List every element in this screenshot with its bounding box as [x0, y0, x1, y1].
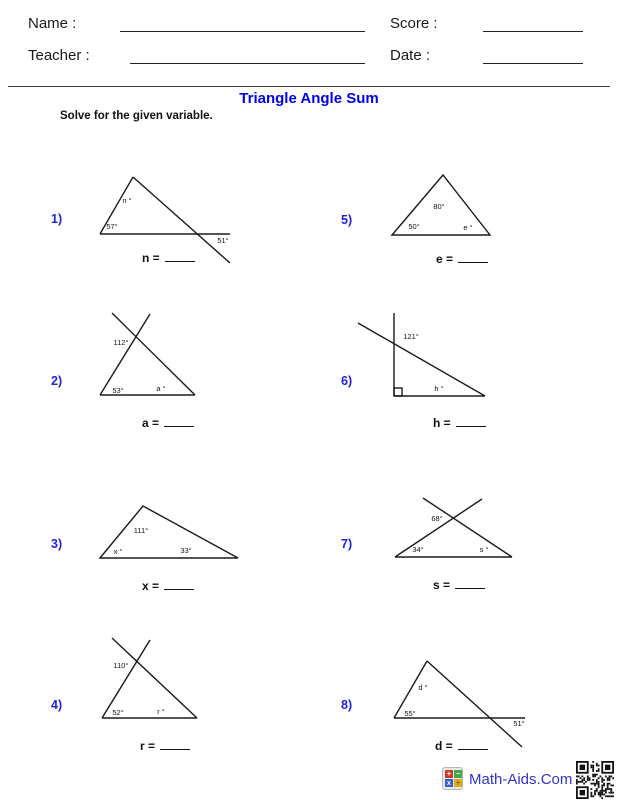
answer-blank — [455, 578, 485, 589]
triangle-diagram-5 — [380, 165, 510, 245]
problem-3-answer — [142, 579, 194, 593]
problem-8-answer — [435, 739, 488, 753]
triangle-diagram-8 — [388, 655, 530, 750]
angle-label: 51° — [217, 236, 229, 245]
problem-2-answer — [142, 416, 194, 430]
header-divider — [8, 86, 610, 87]
problem-2-number: 2) — [51, 374, 63, 388]
angle-label: h ° — [434, 384, 444, 393]
answer-label: a = — [142, 416, 160, 430]
problem-7-number: 7) — [341, 537, 353, 551]
qr-code — [576, 761, 614, 799]
triangle-diagram-2 — [95, 310, 210, 400]
answer-blank — [456, 416, 486, 427]
date-label: Date : — [390, 47, 431, 64]
divide-icon: ÷ — [454, 779, 462, 787]
problem-4-number: 4) — [51, 698, 63, 712]
plus-icon: + — [446, 770, 452, 778]
angle-label: 50° — [408, 222, 420, 231]
problem-7-answer — [433, 578, 485, 592]
angle-label: 80° — [433, 202, 445, 211]
problem-8-number: 8) — [341, 698, 353, 712]
page-title: Triangle Angle Sum — [239, 90, 379, 107]
angle-label: 111° — [133, 526, 149, 535]
answer-blank — [165, 251, 195, 262]
angle-label: n ° — [122, 196, 132, 205]
teacher-blank-line — [130, 50, 365, 64]
problem-6-number: 6) — [341, 374, 353, 388]
problem-6-answer — [433, 416, 486, 430]
brand-text: Math-Aids.Com — [469, 771, 573, 788]
score-label: Score : — [390, 15, 438, 32]
answer-label: n = — [142, 251, 160, 265]
instruction-text: Solve for the given variable. — [60, 110, 213, 122]
problem-4-answer — [140, 739, 190, 753]
angle-label: x ° — [113, 547, 123, 556]
name-label: Name : — [28, 15, 77, 32]
problem-3-number: 3) — [51, 537, 63, 551]
name-blank-line — [120, 18, 365, 32]
triangle-diagram-6 — [350, 308, 495, 400]
angle-label: a ° — [156, 384, 166, 393]
minus-icon: − — [455, 770, 461, 778]
score-blank-line — [483, 18, 583, 32]
answer-blank — [164, 416, 194, 427]
angle-label: e ° — [463, 223, 473, 232]
angle-label: 110° — [113, 661, 129, 670]
angle-label: 68° — [431, 514, 443, 523]
angle-label: d ° — [418, 683, 428, 692]
answer-label: s = — [433, 578, 451, 592]
angle-label: 55° — [404, 709, 416, 718]
triangle-diagram-3 — [95, 500, 245, 565]
problem-1-answer — [142, 251, 195, 265]
answer-label: d = — [435, 739, 453, 753]
times-icon: x — [445, 779, 453, 787]
problem-5-number: 5) — [341, 213, 353, 227]
angle-label: 52° — [112, 708, 124, 717]
answer-blank — [458, 252, 488, 263]
triangle-diagram-4 — [95, 633, 210, 723]
angle-label: 121° — [403, 332, 419, 341]
answer-blank — [160, 739, 190, 750]
angle-label: 51° — [513, 719, 525, 728]
answer-label: h = — [433, 416, 451, 430]
problem-5-answer — [436, 252, 488, 266]
angle-label: s ° — [479, 545, 489, 554]
problem-1-number: 1) — [51, 212, 63, 226]
angle-label: 53° — [112, 386, 124, 395]
angle-label: 34° — [412, 545, 424, 554]
triangle-diagram-7 — [390, 493, 520, 562]
answer-label: x = — [142, 579, 160, 593]
math-aids-logo-icon — [442, 767, 463, 790]
date-blank-line — [483, 50, 583, 64]
angle-label: r ° — [157, 707, 165, 716]
angle-label: 57° — [106, 222, 118, 231]
teacher-label: Teacher : — [28, 47, 90, 64]
answer-blank — [164, 579, 194, 590]
answer-blank — [458, 739, 488, 750]
angle-label: 33° — [180, 546, 192, 555]
angle-label: 112° — [113, 338, 129, 347]
answer-label: e = — [436, 252, 454, 266]
answer-label: r = — [140, 739, 156, 753]
